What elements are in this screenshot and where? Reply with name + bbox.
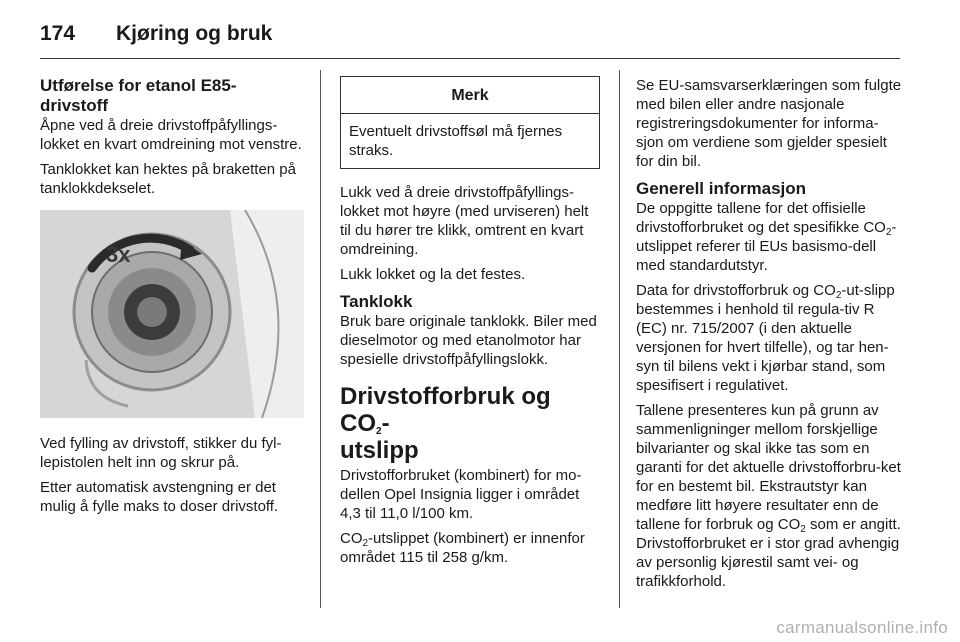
section-heading-fuel-consumption: Drivstofforbruk og $CO_2-$ utslipp xyxy=(340,383,551,464)
paragraph: De oppgitte tallene for det offisielle drivstofforbruket og det spesifikke $CO_2$-utslippet referer til EUs basismo-dell med standardutstyr. xyxy=(636,200,897,274)
section-heading-general-info: Generell informasjon xyxy=(636,179,807,198)
page-header xyxy=(40,18,900,59)
paragraph: Åpne ved å dreie drivstoffpåfyllings-lokket en kvart omdreining mot venstre. xyxy=(40,117,302,153)
paragraph: Tallene presenteres kun på grunn av sammenligninger mellom forskjellige bilvarianter og skal ikke tas som en garanti for det aktuelle drivstofforbru-ket for en bestemt bil. Ekstrautstyr kan medføre litt høyere resultater enn de tallene for forbruk og $CO_2$ som er angitt. Drivstofforbruket er i stor grad avhengig av personlig kjørestil samt vei- og trafikkforhold. xyxy=(636,402,901,590)
rotation-count-label: 3x xyxy=(106,242,131,267)
chapter-title: Kjøring og bruk xyxy=(116,22,273,45)
fuel-cap-photo xyxy=(40,210,304,418)
section-heading-e85: Utførelse for etanol E85- drivstoff xyxy=(40,76,237,115)
paragraph: Bruk bare originale tanklokk. Biler med dieselmotor og med etanolmotor har spesielle drivstoffpåfyllingslokk. xyxy=(340,313,597,368)
column-left xyxy=(40,76,304,522)
paragraph: Lukk ved å dreie drivstoffpåfyllings-lokket mot høyre (med urviseren) helt til du hører tre klikk, omtrent en kvart omdreining. xyxy=(340,184,589,258)
watermark: carmanualsonline.info xyxy=(776,618,948,637)
section-heading-tanklokk: Tanklokk xyxy=(340,292,413,311)
paragraph: $CO_2$-utslippet (kombinert) er innenfor området 115 til 258 g/km. xyxy=(340,530,585,566)
column-middle xyxy=(340,76,602,573)
column-divider xyxy=(320,70,321,608)
paragraph: Lukk lokket og la det festes. xyxy=(340,266,526,283)
paragraph: Data for drivstofforbruk og $CO_2-ut$-slipp bestemmes i henhold til regula-tiv R (EC) nr. 715/2007 (i den aktuelle versjonen for hvert tilfelle), og tar hen-syn til bilens vekt i kjørbar stand, som spesifisert i regulativet. xyxy=(636,282,895,394)
paragraph: Etter automatisk avstengning er det mulig å fylle maks to doser drivstoff. xyxy=(40,479,279,515)
column-divider xyxy=(619,70,620,608)
paragraph: Drivstofforbruket (kombinert) for mo-dellen Opel Insignia ligger i området 4,3 til 11,0 l/100 km. xyxy=(340,467,582,522)
note-text: Eventuelt drivstoffsøl må fjernes straks. xyxy=(349,123,563,159)
page-number: 174 xyxy=(40,22,76,45)
paragraph: Tanklokket kan hektes på braketten på tanklokkdekselet. xyxy=(40,161,296,197)
note-title: Merk xyxy=(341,77,599,114)
column-right xyxy=(636,76,902,597)
paragraph: Ved fylling av drivstoff, stikker du fyl-lepistolen helt inn og skrur på. xyxy=(40,435,282,471)
paragraph: Se EU-samsvarserklæringen som fulgte med bilen eller andre nasjonale registreringsdokumenter for informa-sjon om verdiene som gjelder spesielt for din bil. xyxy=(636,77,902,170)
note-box xyxy=(340,76,600,169)
